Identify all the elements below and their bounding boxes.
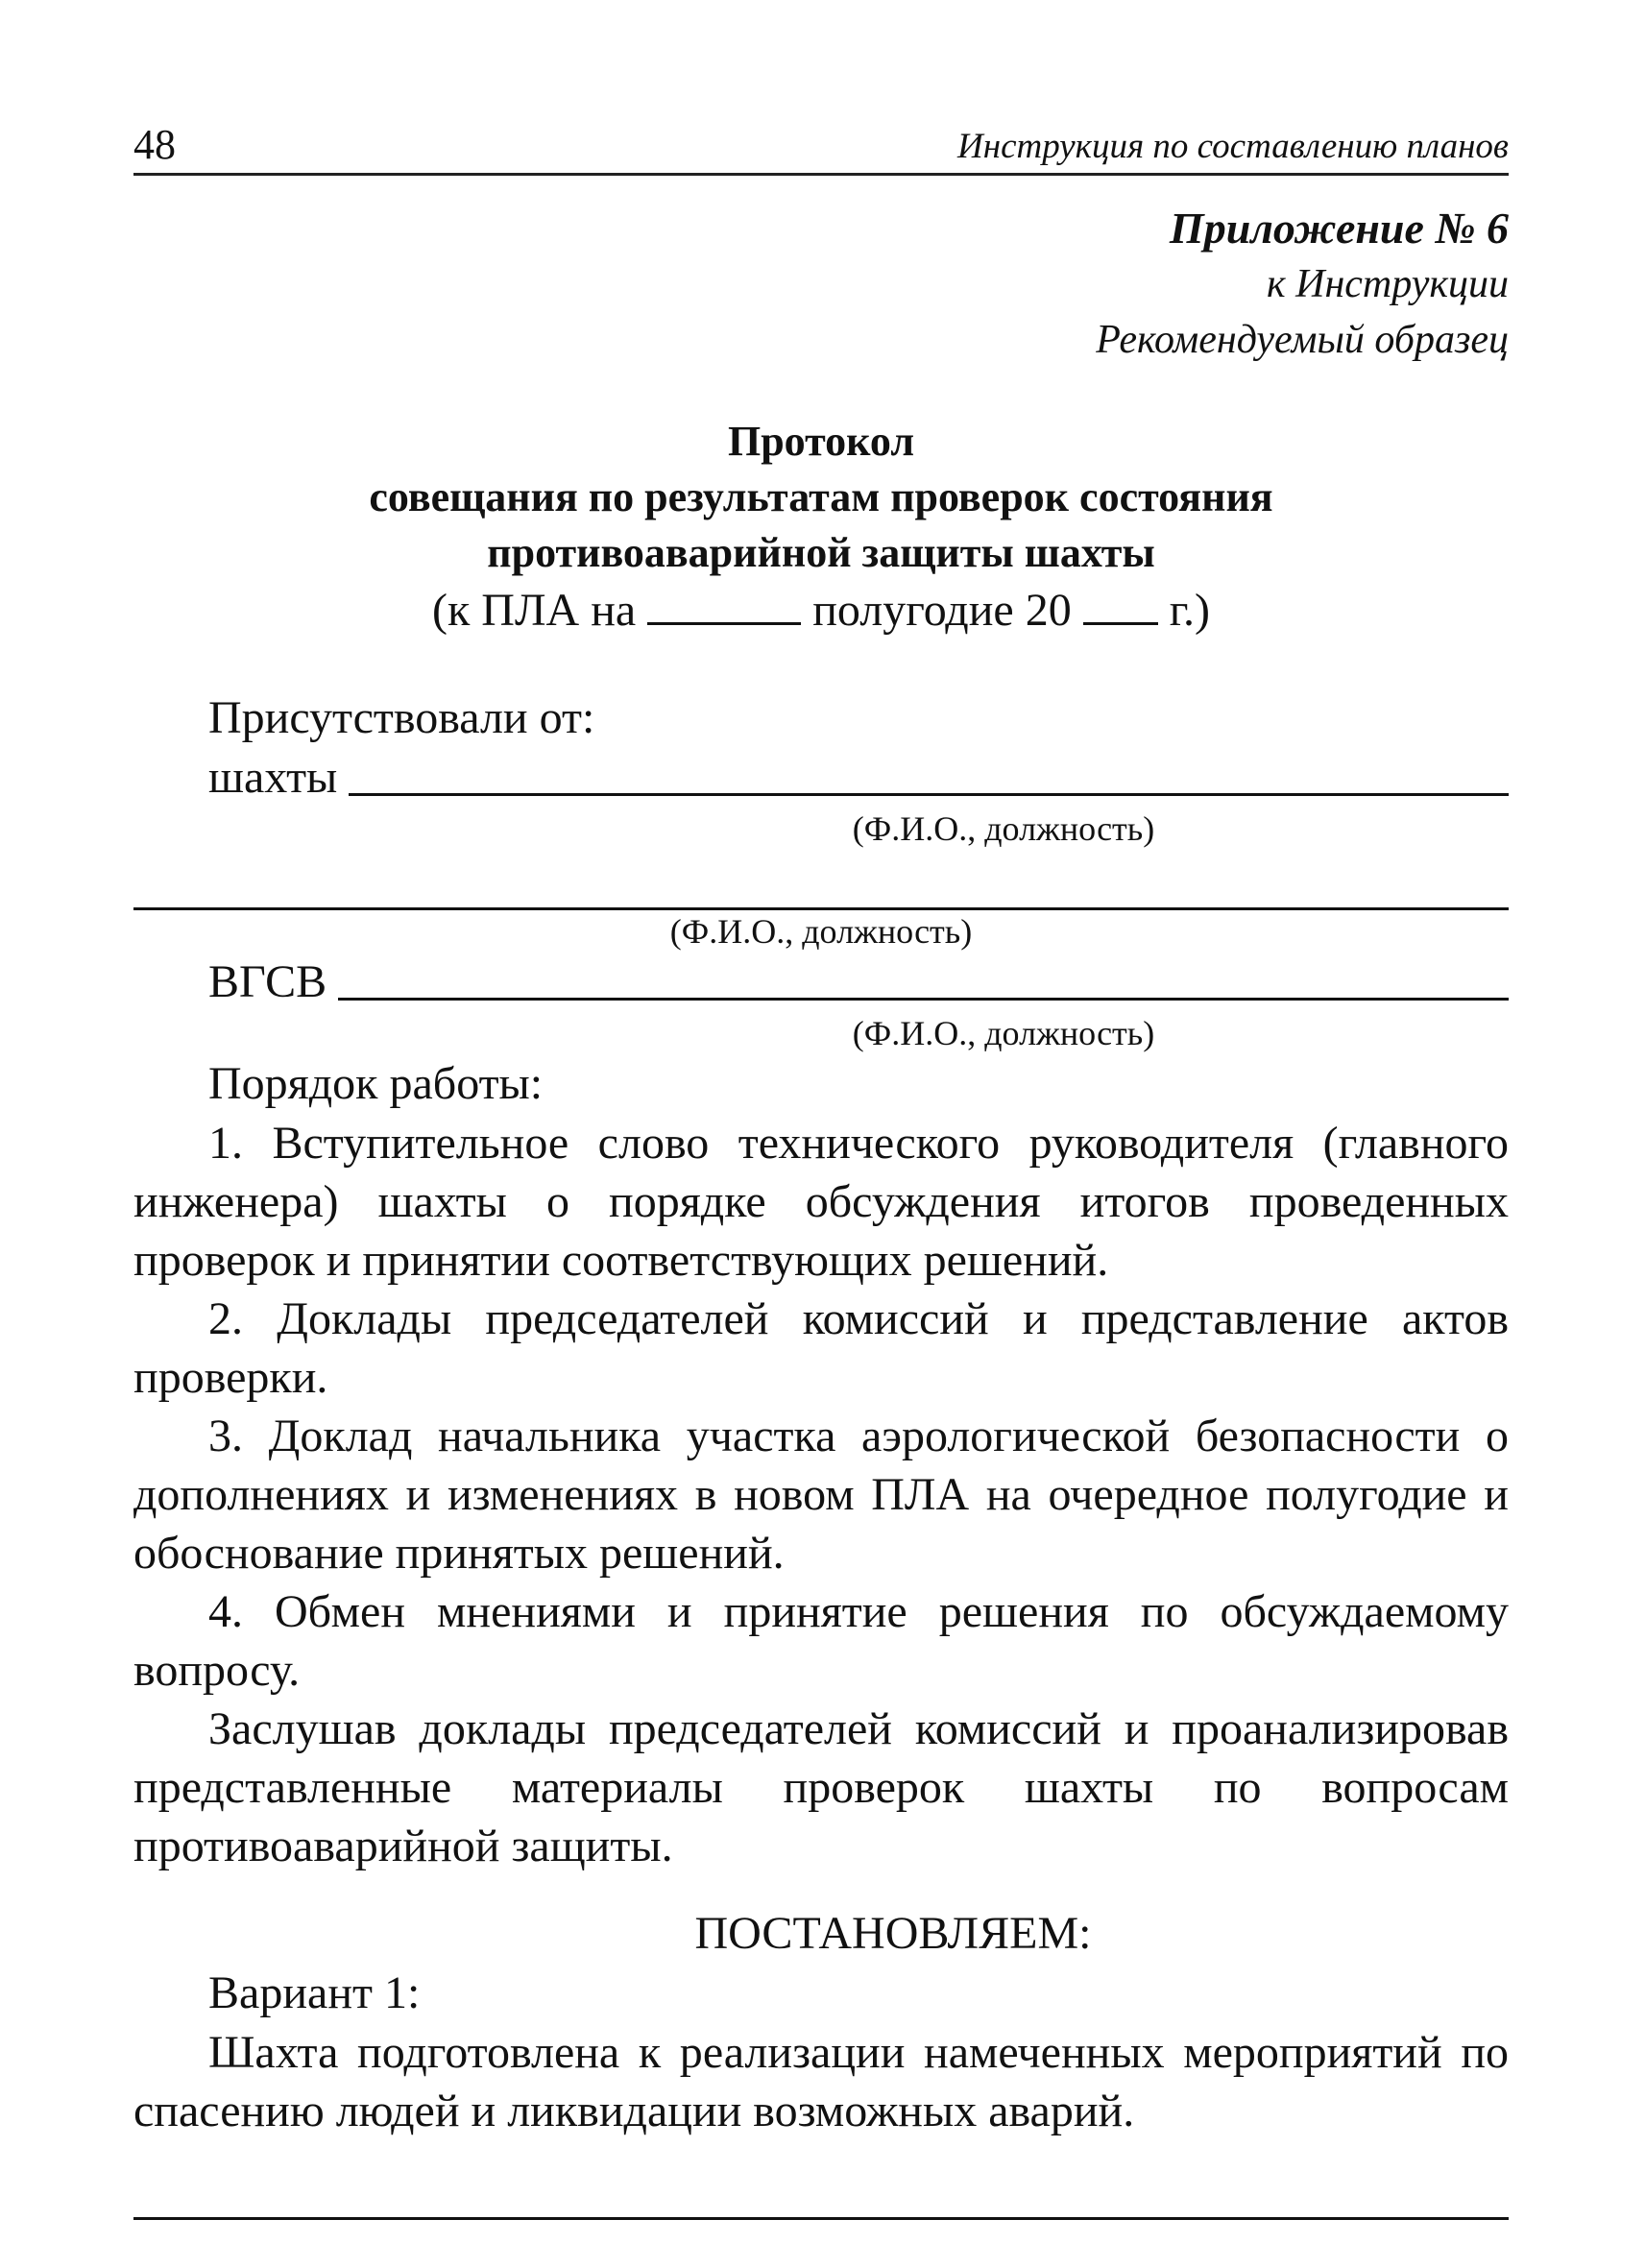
period-middle: полугодие 20 bbox=[812, 585, 1072, 636]
mine-attendee-row bbox=[133, 748, 1509, 808]
attendees-intro: Присутствовали от: bbox=[208, 692, 595, 743]
procedure-item-2: 2. Доклады председателей комиссий и представление актов проверки. bbox=[133, 1293, 1509, 1403]
running-title: Инструкция по составлению планов bbox=[957, 127, 1509, 166]
period-suffix: г.) bbox=[1169, 585, 1210, 636]
vgsv-label: ВГСВ bbox=[208, 956, 327, 1007]
title-line-2: совещания по результатам проверок состояния bbox=[369, 473, 1273, 520]
mine-attendee-caption: (Ф.И.О., должность) bbox=[852, 809, 1155, 848]
procedure-item-3: 3. Доклад начальника участка аэрологической безопасности о дополнениях и изменениях в новом ПЛА на очередное полугодие и обоснование принятых решений. bbox=[133, 1411, 1509, 1579]
vgsv-attendee-line bbox=[338, 998, 1509, 1001]
bottom-rule bbox=[133, 2140, 1509, 2220]
half-year-blank bbox=[647, 588, 801, 625]
variant-text: Шахта подготовлена к реализации намеченных мероприятий по спасению людей и ликвидации возможных аварий. bbox=[133, 2027, 1509, 2136]
title-line-3: противоаварийной защиты шахты bbox=[487, 529, 1155, 576]
document-page bbox=[133, 115, 1509, 2220]
title-line-1: Протокол bbox=[727, 418, 915, 465]
vgsv-attendee-row bbox=[133, 953, 1509, 1012]
appendix-block bbox=[133, 201, 1509, 368]
year-blank bbox=[1083, 588, 1158, 625]
mine-label: шахты bbox=[208, 752, 338, 803]
vgsv-attendee-caption: (Ф.И.О., должность) bbox=[852, 1014, 1155, 1052]
decision-heading: ПОСТАНОВЛЯЕМ: bbox=[694, 1908, 1092, 1959]
page-number: 48 bbox=[133, 121, 176, 168]
page-header bbox=[133, 115, 1509, 176]
appendix-number: Приложение № 6 bbox=[1169, 204, 1509, 253]
procedure-item-4: 4. Обмен мнениями и принятие решения по обсуждаемому вопросу. bbox=[133, 1586, 1509, 1696]
mine-attendee-line bbox=[349, 793, 1509, 796]
appendix-sample: Рекомендуемый образец bbox=[1096, 318, 1509, 362]
second-attendee-line bbox=[133, 850, 1509, 910]
procedure-summary: Заслушав доклады председателей комиссий и проанализировав представленные материалы проверок шахты по вопросам противоаварийной защиты. bbox=[133, 1703, 1509, 1871]
second-attendee-caption: (Ф.И.О., должность) bbox=[669, 912, 973, 951]
procedure-heading: Порядок работы: bbox=[208, 1058, 544, 1109]
variant-label: Вариант 1: bbox=[208, 1967, 421, 2018]
document-title bbox=[133, 414, 1509, 581]
procedure-item-1: 1. Вступительное слово технического руководителя (главного инженера) шахты о порядке обсуждения итогов проведенных проверок и принятии соответствующих решений. bbox=[133, 1118, 1509, 1286]
period-prefix: (к ПЛА на bbox=[432, 585, 637, 636]
period-line bbox=[133, 581, 1509, 640]
appendix-to: к Инструкции bbox=[1266, 262, 1509, 306]
